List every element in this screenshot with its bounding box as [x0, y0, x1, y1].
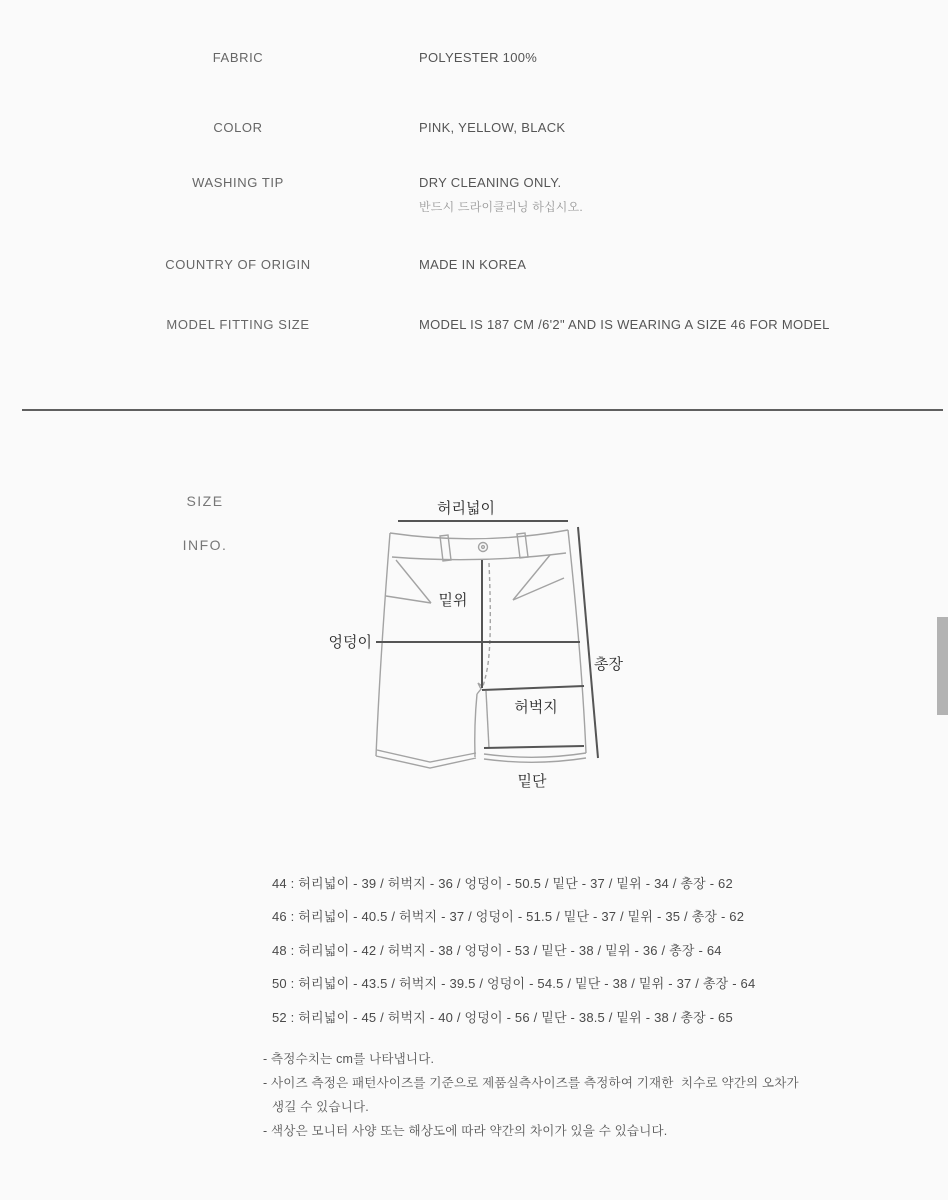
- spec-label-fabric: FABRIC: [212, 50, 264, 65]
- spec-label-color: COLOR: [213, 120, 263, 135]
- spec-label-washing-tip: WASHING TIP: [192, 175, 284, 190]
- note-size-tolerance-1: - 사이즈 측정은 패턴사이즈를 기준으로 제품실측사이즈를 측정하여 기재한 치수로 약간의 오차가: [263, 1076, 799, 1090]
- spec-value-washing-tip: DRY CLEANING ONLY.: [419, 175, 562, 190]
- thigh-label: 허벅지: [514, 699, 558, 716]
- size-row-52: 52 : 허리넓이 - 45 / 허벅지 - 40 / 엉덩이 - 56 / 밑단 - 38.5 / 밑위 - 38 / 총장 - 65: [272, 1010, 733, 1025]
- note-color-difference: - 색상은 모니터 사양 또는 해상도에 따라 약간의 차이가 있을 수 있습니다.: [263, 1124, 668, 1138]
- note-measurement-unit: - 측정수치는 cm를 나타냅니다.: [263, 1052, 435, 1066]
- scrollbar-thumb[interactable]: [937, 617, 948, 715]
- spec-value-origin: MADE IN KOREA: [419, 257, 527, 272]
- size-info-heading-info: INFO.: [182, 537, 228, 553]
- rise-label: 밑위: [438, 592, 468, 609]
- spec-value-model-fitting: MODEL IS 187 CM /6'2" AND IS WEARING A SIZE 46 FOR MODEL: [419, 317, 830, 332]
- spec-value-color: PINK, YELLOW, BLACK: [419, 120, 566, 135]
- size-info-heading-size: SIZE: [186, 493, 224, 509]
- spec-label-origin: COUNTRY OF ORIGIN: [165, 257, 311, 272]
- thigh-measure-line: [482, 686, 584, 690]
- note-size-tolerance-2: 생길 수 있습니다.: [272, 1100, 369, 1114]
- spec-value-fabric: POLYESTER 100%: [419, 50, 538, 65]
- hem-measure-line: [484, 746, 584, 748]
- spec-label-model-fitting: MODEL FITTING SIZE: [166, 317, 310, 332]
- size-row-50: 50 : 허리넓이 - 43.5 / 허벅지 - 39.5 / 엉덩이 - 54.5 / 밑단 - 38 / 밑위 - 37 / 총장 - 64: [272, 976, 756, 991]
- shorts-measurement-diagram: [300, 500, 640, 800]
- hip-label: 엉덩이: [328, 634, 372, 651]
- size-row-48: 48 : 허리넓이 - 42 / 허벅지 - 38 / 엉덩이 - 53 / 밑단 - 38 / 밑위 - 36 / 총장 - 64: [272, 943, 722, 958]
- length-measure-line: [578, 527, 598, 758]
- length-label: 총장: [594, 656, 623, 673]
- size-row-46: 46 : 허리넓이 - 40.5 / 허벅지 - 37 / 엉덩이 - 51.5 / 밑단 - 37 / 밑위 - 35 / 총장 - 62: [272, 909, 745, 924]
- size-row-44: 44 : 허리넓이 - 39 / 허벅지 - 36 / 엉덩이 - 50.5 / 밑단 - 37 / 밑위 - 34 / 총장 - 62: [272, 876, 733, 891]
- hem-label: 밑단: [517, 773, 547, 790]
- section-divider: [22, 409, 943, 411]
- spec-subvalue-washing-tip: 반드시 드라이클리닝 하십시오.: [419, 200, 583, 214]
- waist-label: 허리넓이: [437, 500, 495, 517]
